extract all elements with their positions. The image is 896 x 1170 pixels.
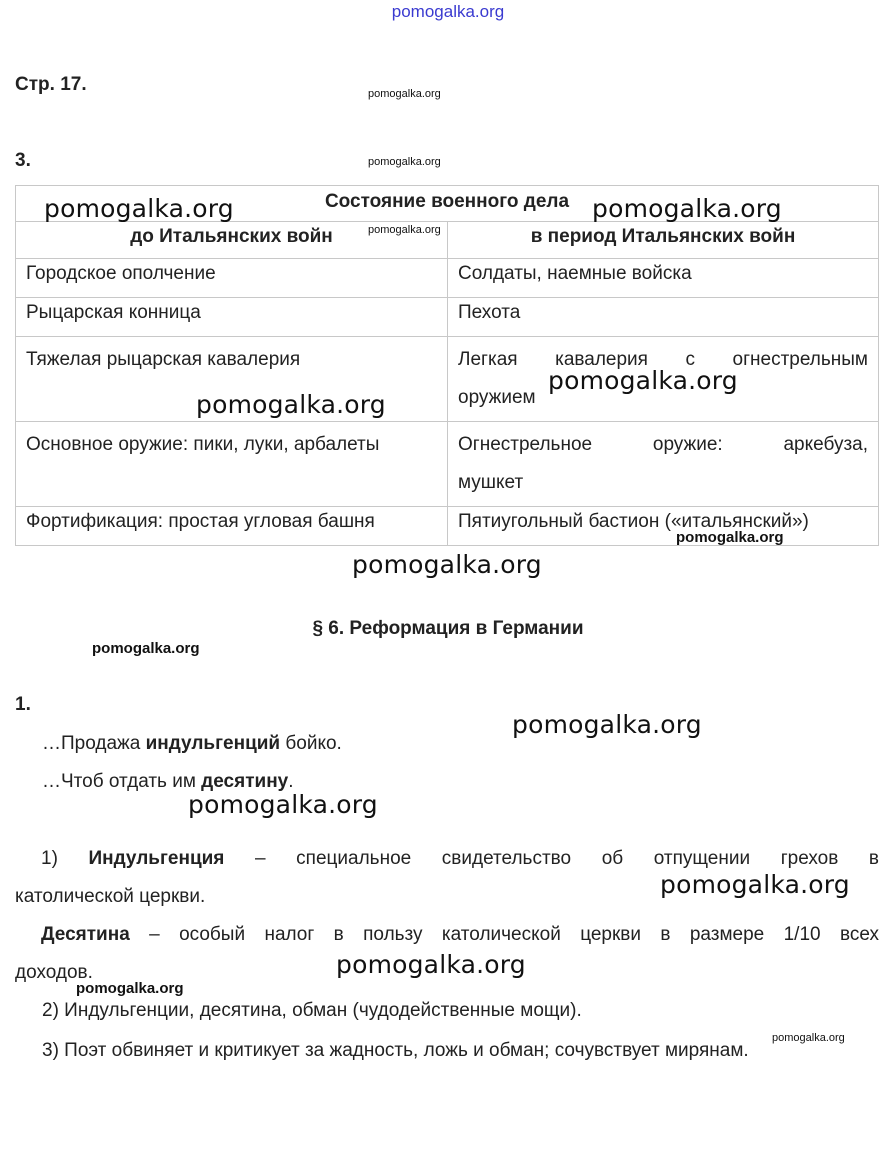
table-cell: Рыцарская конница: [16, 298, 448, 337]
table-row: [16, 298, 879, 337]
watermark: pomogalka.org: [188, 790, 378, 819]
text: 1): [41, 848, 89, 869]
column-header-during: в период Итальянских войн: [448, 222, 879, 259]
table-row: [16, 259, 879, 298]
watermark: pomogalka.org: [512, 710, 702, 739]
quote-line-1: [42, 733, 342, 755]
text: – специальное свидетельство об отпущении грехов в: [224, 848, 879, 869]
text: .: [288, 771, 294, 792]
term-indulgence: Индульгенция: [88, 848, 225, 869]
table-cell: Тяжелая рыцарская кавалерия: [16, 337, 448, 422]
text: …Чтоб отдать им: [42, 771, 202, 792]
table-cell: Основное оружие: пики, луки, арбалеты: [16, 422, 448, 507]
watermark-top: pomogalka.org: [391, 2, 505, 21]
term-tithe: десятину: [201, 771, 289, 792]
column-header-before: до Итальянских войн: [16, 222, 448, 259]
watermark: pomogalka.org: [368, 224, 441, 236]
military-table: [15, 185, 879, 546]
table-cell: Фортификация: простая угловая башня: [16, 507, 448, 546]
watermark: pomogalka.org: [660, 870, 850, 899]
table-cell: Солдаты, наемные войска: [448, 259, 879, 298]
definition-tithe-line-1: [15, 924, 879, 946]
task-1-number: 1.: [15, 694, 31, 715]
watermark: pomogalka.org: [92, 640, 200, 657]
cell-line: Огнестрельное оружие: аркебуза,: [458, 434, 868, 455]
watermark: pomogalka.org: [548, 366, 738, 395]
term-tithe-definition: Десятина: [41, 924, 130, 945]
watermark: pomogalka.org: [336, 950, 526, 979]
section-title: § 6. Реформация в Германии: [312, 618, 584, 639]
text: бойко.: [280, 733, 342, 754]
table-row: [16, 337, 879, 422]
table-cell: Городское ополчение: [16, 259, 448, 298]
cell-line: мушкет: [458, 472, 524, 493]
cell-line: оружием: [458, 387, 536, 408]
watermark: pomogalka.org: [196, 390, 386, 419]
text: …Продажа: [42, 733, 146, 754]
term-indulgences: индульгенций: [145, 733, 281, 754]
page-reference: Стр. 17.: [15, 74, 87, 95]
watermark: pomogalka.org: [592, 194, 782, 223]
table-cell: Пехота: [448, 298, 879, 337]
definition-indulgence-line-2: католической церкви.: [15, 886, 206, 907]
watermark: pomogalka.org: [76, 980, 184, 997]
table-row: [16, 422, 879, 507]
watermark: pomogalka.org: [352, 550, 542, 579]
text: – особый налог в пользу католической церкви в размере 1/10 всех: [129, 924, 879, 945]
cell-line: Легкая кавалерия с огнестрельным: [458, 349, 868, 370]
watermark: pomogalka.org: [772, 1032, 845, 1044]
watermark: pomogalka.org: [368, 88, 441, 100]
watermark: pomogalka.org: [676, 529, 784, 546]
answer-3: 3) Поэт обвиняет и критикует за жадность, ложь и обман; сочувствует мирянам.: [42, 1040, 749, 1061]
watermark: pomogalka.org: [368, 156, 441, 168]
table-caption: Состояние военного дела: [16, 186, 879, 222]
watermark: pomogalka.org: [44, 194, 234, 223]
task-3-number: 3.: [15, 150, 31, 171]
definition-indulgence-line-1: [15, 848, 879, 870]
table-cell: Пятиугольный бастион («итальянский»): [448, 507, 879, 546]
definition-tithe-line-2: доходов.: [15, 962, 93, 983]
answer-2: 2) Индульгенции, десятина, обман (чудодейственные мощи).: [42, 1000, 582, 1021]
table-cell: [448, 422, 879, 507]
